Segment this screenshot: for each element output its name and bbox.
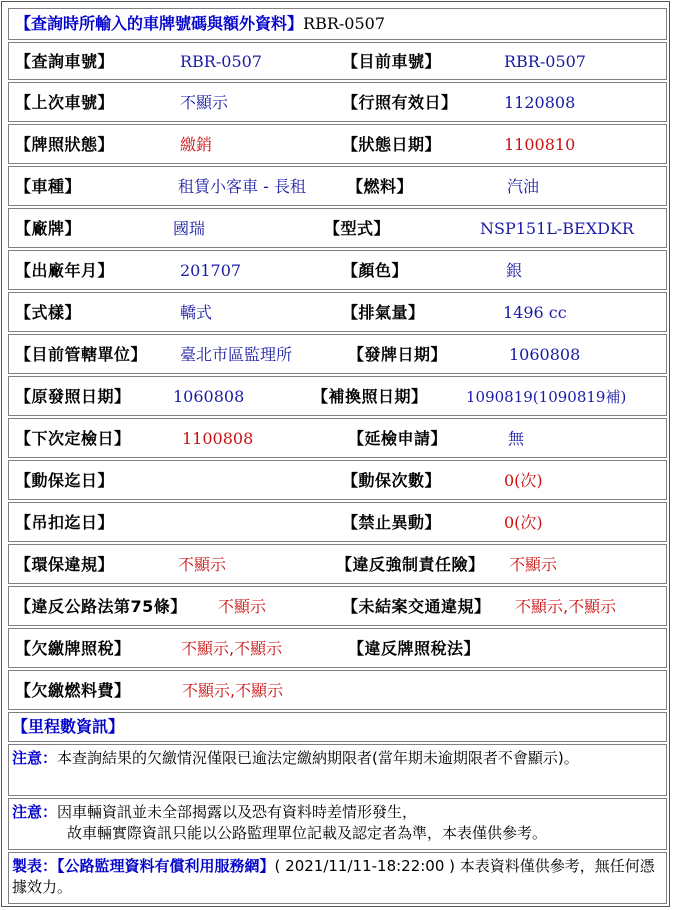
row-body-style: [8, 292, 667, 332]
row-unpaid-license-tax: [8, 628, 667, 668]
label-color: 【顏色】: [342, 261, 409, 280]
value-license-valid-date: 1120808: [504, 93, 576, 112]
value-reissue-date: 1090819(1090819補): [466, 388, 627, 406]
row-collateral-end: [8, 460, 667, 500]
value-open-traffic-violation: 不顯示,不顯示: [515, 597, 617, 616]
label-current-plate: 【目前車號】: [342, 52, 442, 71]
row-original-license-date: [8, 376, 667, 416]
note-1: [8, 744, 667, 796]
label-collateral-count: 【動保次數】: [342, 471, 442, 490]
row-env-violation: [8, 544, 667, 584]
header-title: [15, 14, 385, 34]
label-query-plate: 【查詢車號】: [15, 52, 115, 71]
report-frame: [1, 1, 670, 907]
label-unpaid-license-tax: 【欠繳牌照稅】: [15, 639, 131, 658]
value-body-style: 轎式: [180, 303, 213, 322]
footer-label: 製表：: [12, 857, 58, 875]
row-plate-status: [8, 124, 667, 164]
value-brand: 國瑞: [173, 219, 206, 238]
row-jurisdiction: [8, 334, 667, 374]
label-jurisdiction: 【目前管轄單位】: [15, 345, 148, 364]
value-status-date: 1100810: [504, 135, 576, 154]
label-reissue-date: 【補換照日期】: [312, 387, 428, 406]
header-plate: RBR-0507: [303, 14, 385, 33]
value-model: NSP151L-BEXDKR: [480, 219, 634, 238]
value-current-plate: RBR-0507: [504, 52, 586, 71]
value-transfer-ban: 0(次): [504, 513, 543, 532]
label-status-date: 【狀態日期】: [342, 135, 442, 154]
value-color: 銀: [506, 261, 523, 280]
row-brand: [8, 208, 667, 248]
value-fuel: 汽油: [507, 177, 540, 196]
row-highway-act-violation: [8, 586, 667, 626]
row-mileage: [8, 712, 667, 742]
value-next-inspection: 1100808: [182, 429, 254, 448]
value-vehicle-type: 租賃小客車 - 長租: [178, 177, 306, 196]
label-collateral-end: 【動保迄日】: [15, 471, 115, 490]
value-displacement: 1496 cc: [503, 303, 567, 322]
row-unpaid-fuel-fee: [8, 670, 667, 710]
label-manufacture-date: 【出廠年月】: [15, 261, 115, 280]
header-title-label: 【查詢時所輸入的車牌號碼與額外資料】: [15, 14, 304, 33]
label-highway-act-violation: 【違反公路法第75條】: [15, 597, 187, 616]
label-plate-status: 【牌照狀態】: [15, 135, 115, 154]
note-2-line2: 故車輛實際資訊只能以公路監理單位記載及認定者為準，本表僅供參考。: [67, 824, 548, 842]
row-previous-plate: [8, 82, 667, 122]
note-1-label: 注意：: [12, 749, 58, 767]
row-vehicle-type: [8, 166, 667, 206]
label-displacement: 【排氣量】: [342, 303, 425, 322]
value-issue-date: 1060808: [509, 345, 581, 364]
value-manufacture-date: 201707: [180, 261, 242, 280]
value-highway-act-violation: 不顯示: [218, 597, 267, 616]
label-extension-request: 【延檢申請】: [348, 429, 448, 448]
value-unpaid-fuel-fee: 不顯示,不顯示: [182, 681, 284, 700]
value-insurance-violation: 不顯示: [509, 555, 558, 574]
header-row: [8, 8, 667, 40]
row-next-inspection: [8, 418, 667, 458]
label-license-tax-violation: 【違反牌照稅法】: [348, 639, 481, 658]
label-brand: 【廠牌】: [15, 219, 82, 238]
note-2: [8, 798, 667, 850]
value-unpaid-license-tax: 不顯示,不顯示: [181, 639, 283, 658]
label-vehicle-type: 【車種】: [15, 177, 82, 196]
label-issue-date: 【發牌日期】: [348, 345, 448, 364]
mileage-label: 【里程數資訊】: [12, 717, 125, 736]
label-suspension-end: 【吊扣迄日】: [15, 513, 115, 532]
row-suspension-end: [8, 502, 667, 542]
label-fuel: 【燃料】: [347, 177, 414, 196]
value-env-violation: 不顯示: [178, 555, 227, 574]
label-previous-plate: 【上次車號】: [15, 93, 115, 112]
value-original-license-date: 1060808: [173, 387, 245, 406]
row-manufacture-date: [8, 250, 667, 290]
footer: [8, 852, 667, 904]
label-model: 【型式】: [324, 219, 391, 238]
label-next-inspection: 【下次定檢日】: [15, 429, 131, 448]
label-unpaid-fuel-fee: 【欠繳燃料費】: [15, 681, 131, 700]
value-collateral-count: 0(次): [504, 471, 543, 490]
value-extension-request: 無: [508, 429, 525, 448]
value-query-plate: RBR-0507: [180, 52, 262, 71]
label-env-violation: 【環保違規】: [15, 555, 115, 574]
footer-service-name: 【公路監理資料有償利用服務網】: [57, 857, 275, 875]
label-original-license-date: 【原發照日期】: [15, 387, 131, 406]
note-2-line1: 因車輛資訊並未全部揭露以及恐有資料時差情形發生，: [57, 803, 418, 821]
label-open-traffic-violation: 【未結案交通違規】: [342, 597, 491, 616]
value-plate-status: 繳銷: [180, 135, 213, 154]
label-license-valid-date: 【行照有效日】: [342, 93, 458, 112]
value-previous-plate: 不顯示: [180, 93, 229, 112]
value-jurisdiction: 臺北市區監理所: [180, 345, 293, 364]
note-1-text: 本查詢結果的欠繳情況僅限已逾法定繳納期限者(當年期未逾期限者不會顯示)。: [57, 749, 579, 767]
row-query-plate: [8, 42, 667, 80]
label-insurance-violation: 【違反強制責任險】: [336, 555, 485, 574]
label-transfer-ban: 【禁止異動】: [342, 513, 442, 532]
label-body-style: 【式樣】: [15, 303, 82, 322]
note-2-label: 注意：: [12, 803, 58, 821]
footer-text: ( 2021/11/11-18:22:00 ) 本表資料僅供參考，無任何憑據效力。: [12, 857, 655, 896]
